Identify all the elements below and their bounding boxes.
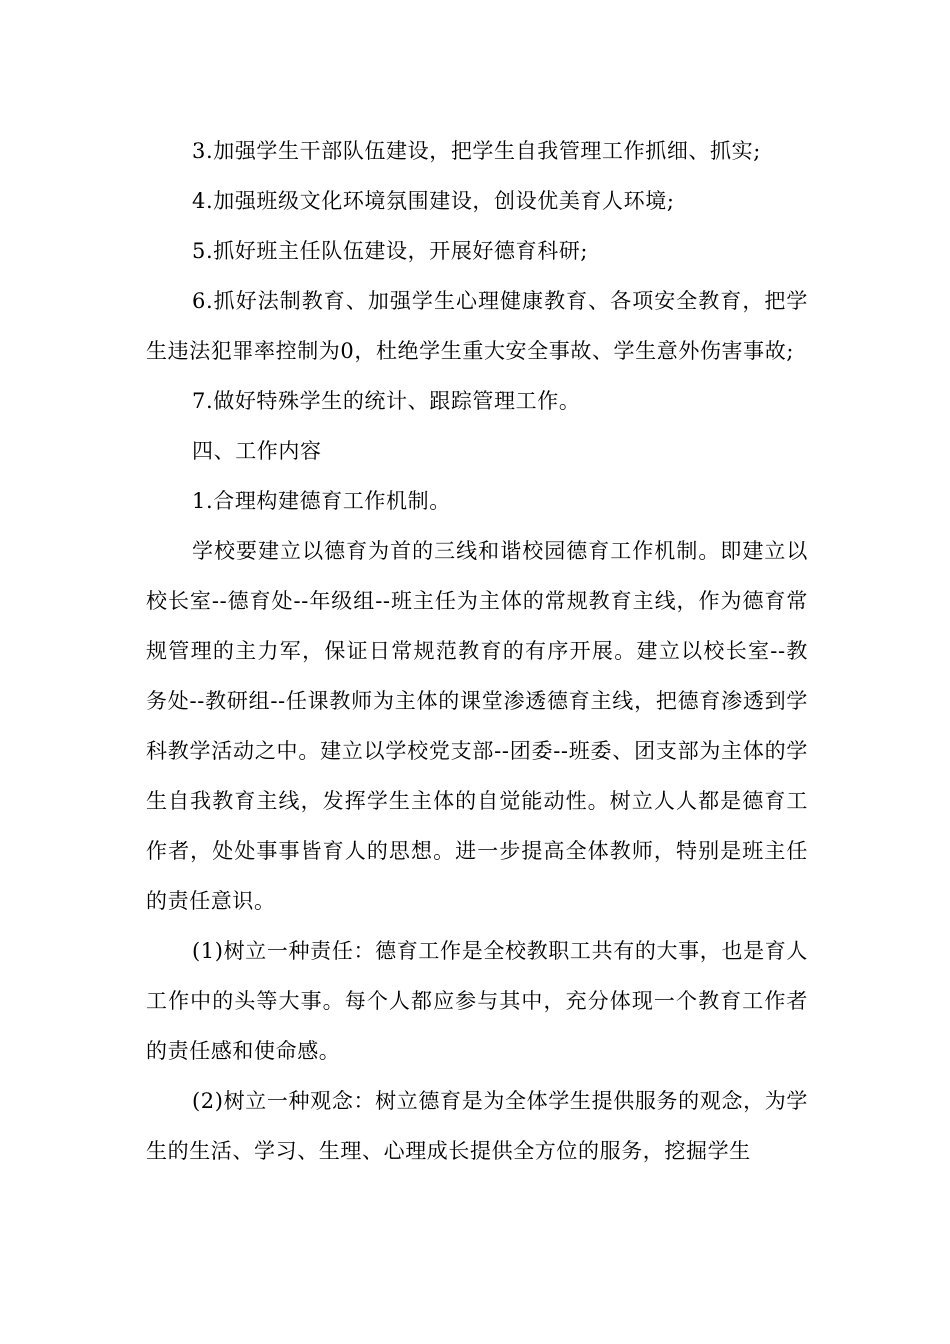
section-heading-work-content: 四、工作内容 bbox=[192, 439, 322, 463]
paragraph-responsibility: (1)树立一种责任：德育工作是全校教职工共有的大事，也是育人工作中的头等大事。每个人都应参与其中，充分体现一个教育工作者的责任感和使命感。 bbox=[146, 939, 808, 1063]
paragraph-item-6: 6.抓好法制教育、加强学生心理健康教育、各项安全教育，把学生违法犯罪率控制为0，杜绝学生重大安全事故、学生意外伤害事故; bbox=[146, 289, 808, 363]
paragraph-concept: (2)树立一种观念：树立德育是为全体学生提供服务的观念，为学生的生活、学习、生理、心理成长提供全方位的服务，挖掘学生 bbox=[146, 1089, 808, 1163]
document-body bbox=[146, 126, 808, 1176]
paragraph-item-7: 7.做好特殊学生的统计、跟踪管理工作。 bbox=[192, 389, 581, 413]
paragraph-item-3: 3.加强学生干部队伍建设，把学生自我管理工作抓细、抓实; bbox=[192, 139, 761, 163]
paragraph-item-4: 4.加强班级文化环境氛围建设，创设优美育人环境; bbox=[192, 189, 675, 213]
subheading-mechanism: 1.合理构建德育工作机制。 bbox=[192, 489, 451, 513]
paragraph-mechanism-description: 学校要建立以德育为首的三线和谐校园德育工作机制。即建立以校长室--德育处--年级组--班主任为主体的常规教育主线，作为德育常规管理的主力军，保证日常规范教育的有序开展。建立以校长室--教务处--教研组--任课教师为主体的课堂渗透德育主线，把德育渗透到学科教学活动之中。建立以学校党支部--团委--班委、团支部为主体的学生自我教育主线，发挥学生主体的自觉能动性。树立人人都是德育工作者，处处事事皆育人的思想。进一步提高全体教师，特别是班主任的责任意识。 bbox=[146, 539, 808, 913]
paragraph-item-5: 5.抓好班主任队伍建设，开展好德育科研; bbox=[192, 239, 589, 263]
